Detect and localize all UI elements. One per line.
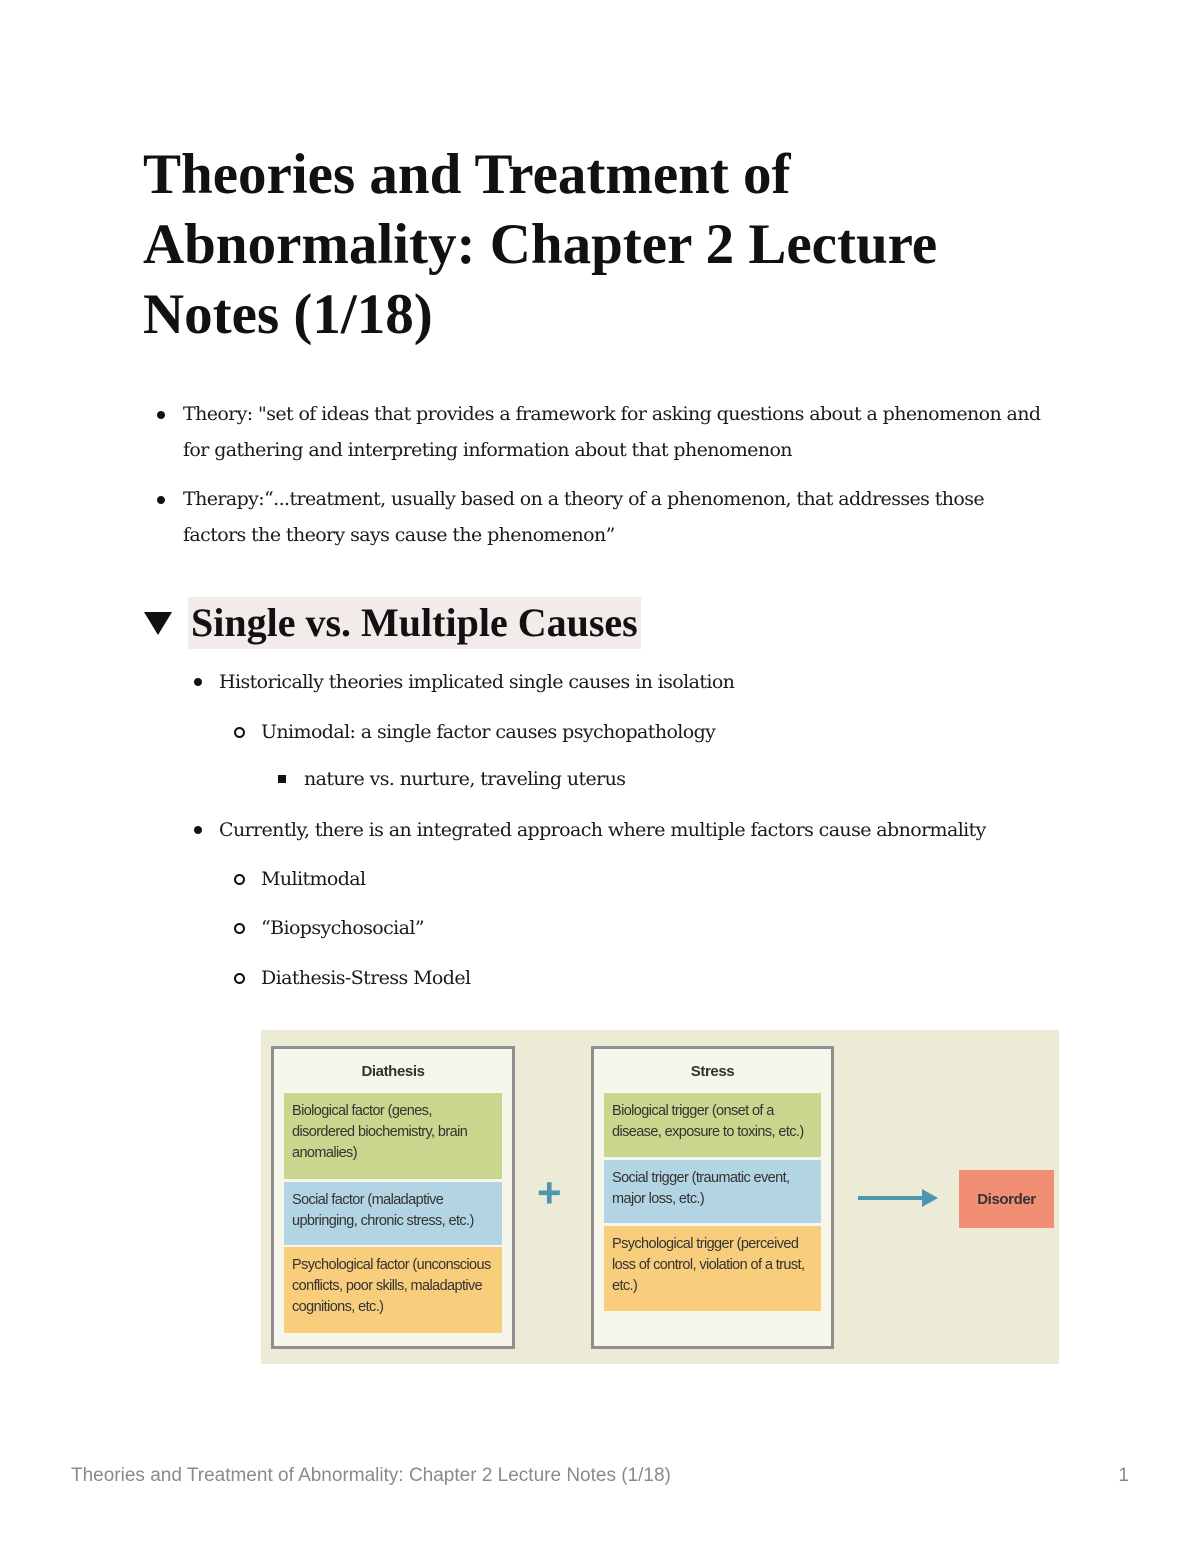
unimodal-text: Unimodal: a single factor causes psychopathology	[261, 721, 716, 743]
list-item	[268, 759, 625, 799]
circle-bullet-icon	[234, 727, 245, 738]
list-item	[143, 481, 1043, 553]
page-number: 1	[1118, 1465, 1129, 1486]
arrow-right-icon	[856, 1185, 940, 1211]
list-item	[183, 810, 986, 850]
circle-bullet-icon	[234, 874, 245, 885]
bullet-icon	[157, 496, 165, 504]
therapy-definition: Therapy:“...treatment, usually based on a theory of a phenomenon, that addresses those factors the theory says cause the phenomenon”	[183, 488, 985, 546]
biological-factor-box: Biological factor (genes, disordered biochemistry, brain anomalies)	[284, 1093, 502, 1179]
square-bullet-icon	[278, 775, 286, 783]
diathesis-stress-text: Diathesis-Stress Model	[261, 967, 471, 989]
diathesis-title: Diathesis	[361, 1063, 425, 1080]
multimodal-text: Mulitmodal	[261, 868, 366, 890]
list-item	[223, 958, 470, 998]
footer-title: Theories and Treatment of Abnormality: Chapter 2 Lecture Notes (1/18)	[71, 1465, 671, 1486]
biological-trigger-box: Biological trigger (onset of a disease, exposure to toxins, etc.)	[604, 1093, 821, 1157]
page-title: Theories and Treatment of Abnormality: Chapter 2 Lecture Notes (1/18)	[143, 143, 938, 346]
bullet-icon	[157, 411, 165, 419]
list-item	[223, 908, 424, 948]
plus-icon: +	[537, 1169, 562, 1216]
circle-bullet-icon	[234, 923, 245, 934]
stress-title: Stress	[690, 1063, 735, 1080]
currently-text: Currently, there is an integrated approach where multiple factors cause abnormality	[219, 819, 986, 841]
list-item	[183, 662, 734, 702]
diathesis-panel	[271, 1046, 515, 1349]
social-trigger-box: Social trigger (traumatic event, major loss, etc.)	[604, 1160, 821, 1223]
triangle-down-icon[interactable]	[143, 610, 173, 636]
bullet-icon	[194, 826, 202, 834]
psychological-factor-box: Psychological factor (unconscious conflicts, poor skills, maladaptive cognitions, etc.)	[284, 1247, 502, 1333]
diathesis-stress-diagram	[261, 1030, 1059, 1364]
unimodal-example-text: nature vs. nurture, traveling uterus	[304, 768, 626, 790]
theory-definition: Theory: "set of ideas that provides a framework for asking questions about a phenomenon and for gathering and interpreting information about that phenomenon	[183, 403, 1041, 461]
social-factor-box: Social factor (maladaptive upbringing, chronic stress, etc.)	[284, 1182, 502, 1245]
list-item	[223, 712, 715, 752]
circle-bullet-icon	[234, 973, 245, 984]
historically-text: Historically theories implicated single causes in isolation	[219, 671, 735, 693]
biopsychosocial-text: “Biopsychosocial”	[261, 917, 424, 939]
bullet-icon	[194, 678, 202, 686]
section-toggle-header[interactable]	[143, 596, 641, 650]
stress-panel	[591, 1046, 834, 1349]
list-item	[223, 859, 366, 899]
intro-list	[143, 396, 1043, 566]
list-item	[143, 396, 1043, 468]
psychological-trigger-box: Psychological trigger (perceived loss of control, violation of a trust, etc.)	[604, 1226, 821, 1311]
section-heading: Single vs. Multiple Causes	[188, 597, 641, 649]
disorder-box: Disorder	[959, 1170, 1054, 1228]
